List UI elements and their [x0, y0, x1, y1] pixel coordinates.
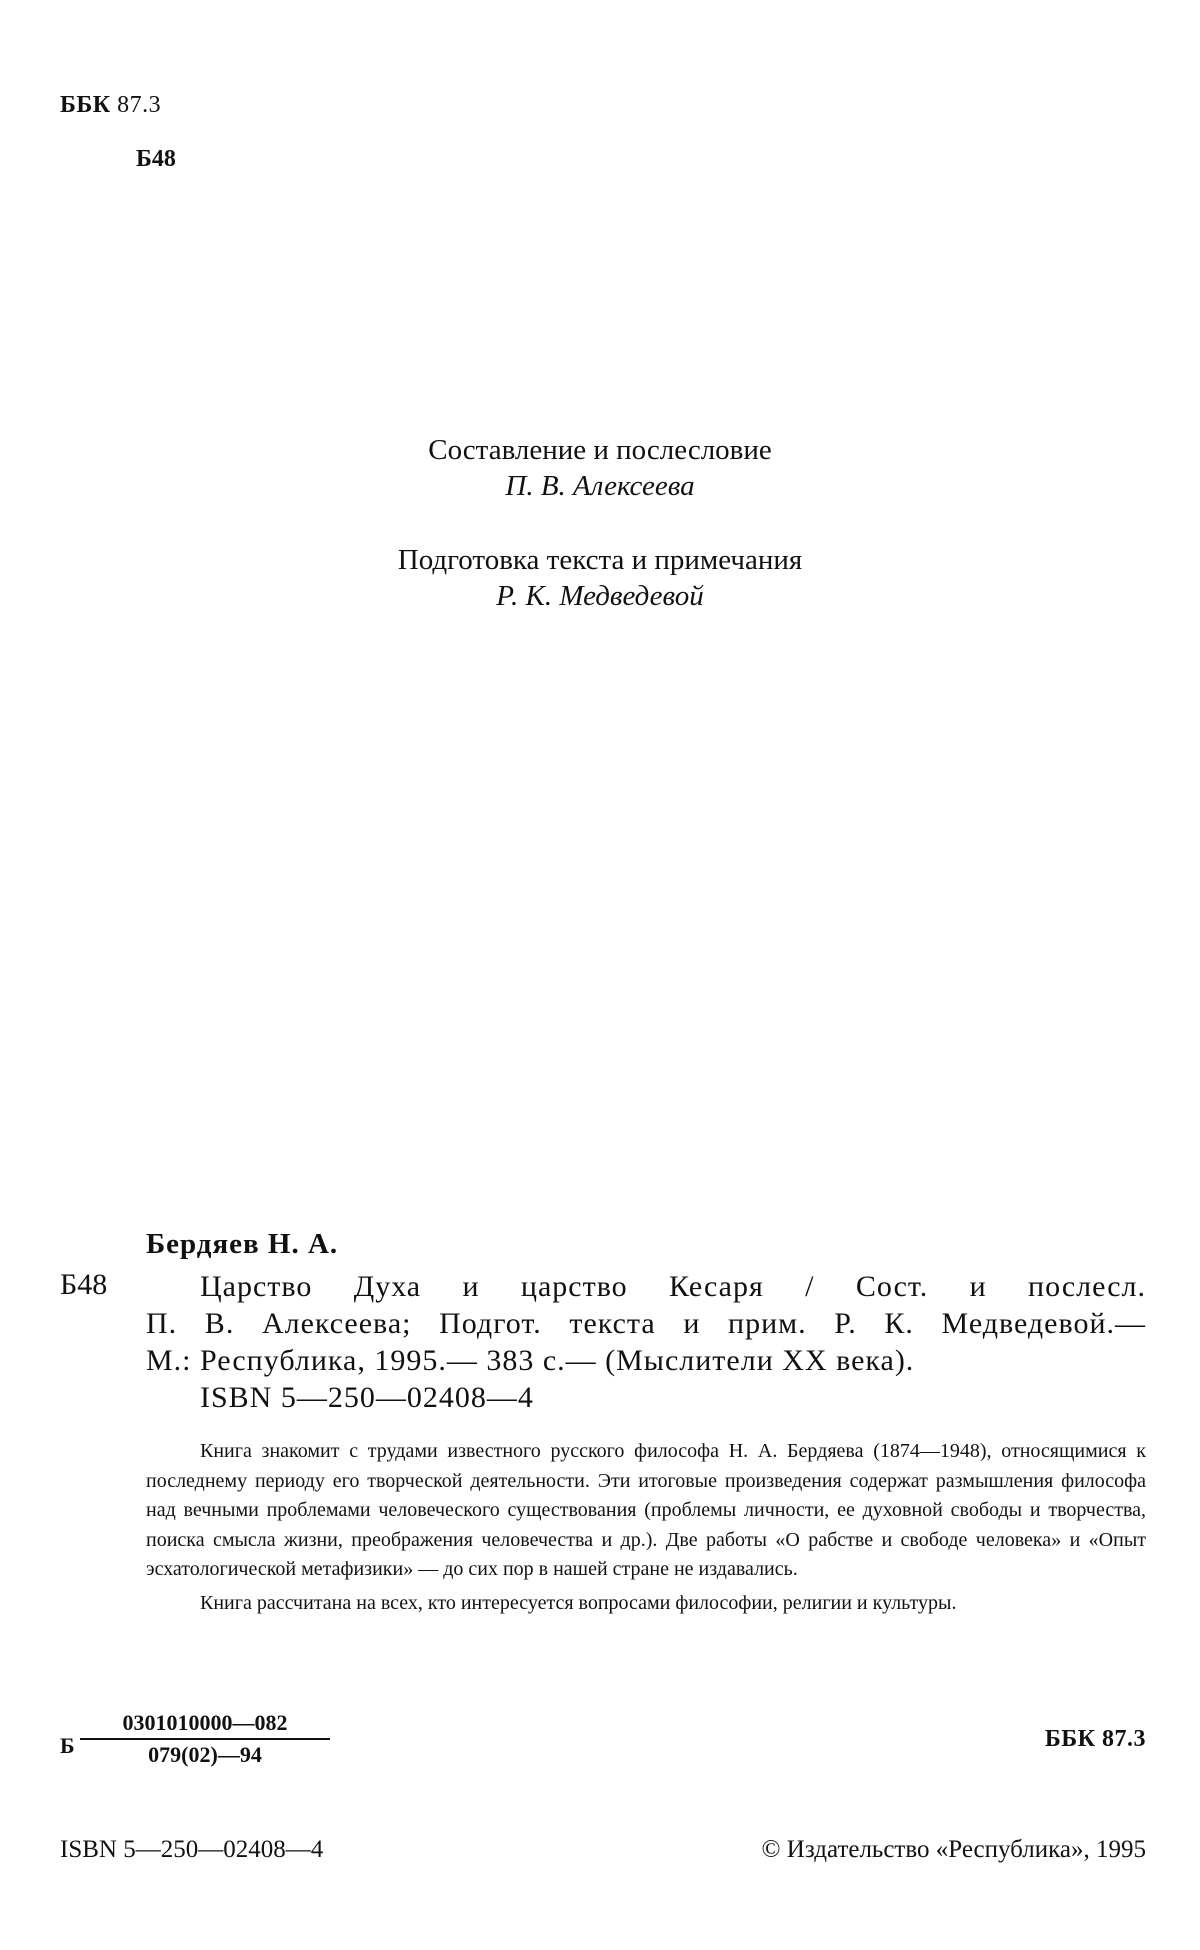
- compilation-role: Составление и послесловие: [428, 434, 772, 466]
- preparation-role: Подготовка текста и примечания: [397, 544, 803, 576]
- imprint-denominator: 079(02)—94: [148, 1742, 262, 1767]
- catalog-card-code: Б48: [60, 1268, 108, 1301]
- footer-copyright: © Издательство «Республика», 1995: [761, 1836, 1146, 1863]
- imprint-numerator: 0301010000—082: [80, 1710, 330, 1740]
- catalog-card-line: М.: Республика, 1995.— 383 с.— (Мыслители XX века).: [146, 1344, 915, 1377]
- compilation-person: П. В. Алексеева: [505, 470, 695, 502]
- imprint-fraction: [80, 1710, 330, 1768]
- imprint-bbk: ББК 87.3: [1044, 1726, 1146, 1752]
- compilation-credit: [0, 432, 1200, 504]
- abstract-paragraph: Книга рассчитана на всех, кто интересуется вопросами философии, религии и культуры.: [200, 1591, 957, 1614]
- catalog-card-line: П. В. Алексеева; Подгот. текста и прим. Р. К. Медведевой.—: [146, 1307, 1146, 1340]
- footer-isbn: ISBN 5—250—02408—4: [60, 1836, 324, 1863]
- preparation-person: Р. К. Медведевой: [496, 580, 704, 612]
- bbk-classification: [60, 92, 161, 119]
- catalog-card-author: Бердяев Н. А.: [146, 1228, 339, 1260]
- bbk-code: 87.3: [117, 92, 162, 118]
- imprint-letter: Б: [60, 1733, 75, 1758]
- catalog-card-isbn: ISBN 5—250—02408—4: [200, 1381, 534, 1414]
- catalog-card-description: [146, 1268, 1146, 1416]
- book-abstract: [146, 1437, 1146, 1618]
- abstract-paragraph: Книга знакомит с трудами известного русского философа Н. А. Бердяева (1874—1948), относящимися к последнему периоду его творческой деятельности. Эти итоговые произведения содержат размышления философа над вечными проблемами человеческого существования (проблемы личности, ее духовной свободы и творчества, поиска смысла жизни, преображения человечества и др.). Две работы «О рабстве и свободе человека» и «Опыт эсхатологической метафизики» — до сих пор в нашей стране не издавались.: [146, 1440, 1146, 1580]
- bbk-label: ББК: [60, 92, 111, 118]
- preparation-credit: [0, 542, 1200, 614]
- author-code: Б48: [136, 146, 176, 172]
- catalog-card-line: Царство Духа и царство Кесаря / Сост. и послесл.: [200, 1270, 1146, 1303]
